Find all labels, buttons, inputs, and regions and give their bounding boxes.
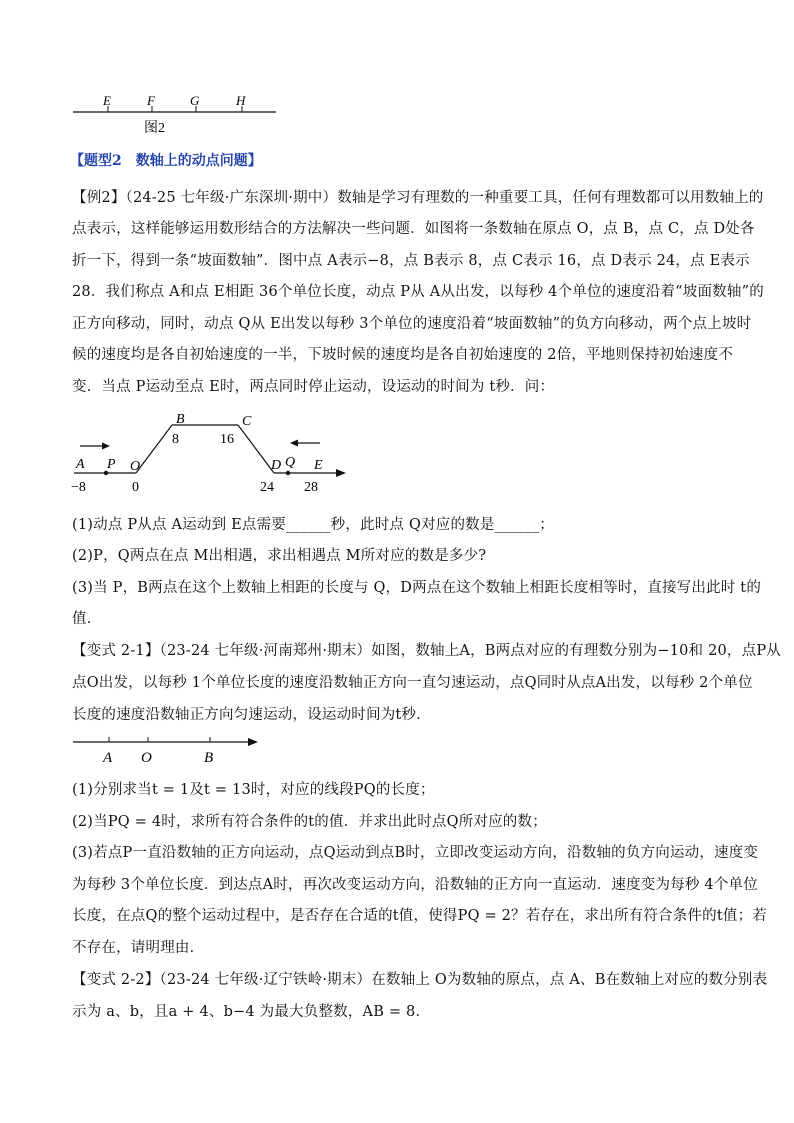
- question-3: (3)当 P，B两点在这个上数轴上相距的长度与 Q，D两点在这个数轴上相距长度相等时，直接写出此时 t的: [72, 580, 762, 596]
- label-b: B: [204, 750, 214, 766]
- slope-number-line-figure: [66, 408, 356, 498]
- label-d: D: [271, 458, 282, 473]
- point-label-h: H: [236, 93, 246, 108]
- label-c: C: [242, 414, 252, 429]
- variant-2-1-line: 【变式 2-1】（23-24 七年级·河南郑州·期末）如图，数轴上A，B两点对应的有理数分别为−10和 20，点P从: [72, 643, 781, 659]
- value-minus-8: −8: [71, 480, 86, 495]
- question-2: (2)P，Q两点在点 M出相遇，求出相遇点 M所对应的数是多少?: [72, 548, 487, 564]
- section-title: 【题型2 数轴上的动点问题】: [70, 153, 262, 169]
- label-o: O: [141, 750, 152, 766]
- label-a: A: [103, 750, 113, 766]
- variant-question-2: (2)当PQ = 4时，求所有符合条件的t的值．并求出此时点Q所对应的数；: [72, 814, 547, 830]
- label-a: A: [76, 457, 85, 472]
- variant-2-1-number-line-svg: [70, 734, 270, 768]
- example-2-line: 28．我们称点 A和点 E相距 36个单位长度，动点 P从 A从出发，以每秒 4个单位的速度沿着“坡面数轴”的: [72, 284, 764, 300]
- point-q-dot: [286, 471, 290, 475]
- figure-2-number-line: [70, 92, 280, 142]
- point-label-f: F: [147, 93, 155, 108]
- left-arrow-icon: [290, 440, 298, 447]
- figure-2: [70, 92, 280, 142]
- label-p: P: [107, 457, 116, 472]
- value-28: 28: [304, 480, 318, 495]
- question-3-cont: 值．: [72, 611, 102, 627]
- variant-question-3: (3)若点P一直沿数轴的正方向运动，点Q运动到点B时，立即改变运动方向，沿数轴的负方向运动，速度变: [72, 845, 759, 861]
- example-2-line: 正方向移动，同时，动点 Q从 E出发以每秒 3个单位的速度沿着“坡面数轴”的负方向移动，两个点上坡时: [72, 316, 752, 332]
- point-label-g: G: [190, 93, 200, 108]
- example-2-line: 【例2】（24-25 七年级·广东深圳·期中）数轴是学习有理数的一种重要工具，任何有理数都可以用数轴上的: [72, 190, 764, 206]
- value-24: 24: [260, 480, 274, 495]
- label-e: E: [314, 458, 323, 473]
- example-2-line: 点表示，这样能够运用数形结合的方法解决一些问题．如图将一条数轴在原点 O，点 B，点 C，点 D处各: [72, 221, 755, 237]
- point-label-e: E: [103, 93, 111, 108]
- example-2-line: 折一下，得到一条“坡面数轴”．图中点 A表示−8，点 B表示 8，点 C表示 16，点 D表示 24，点 E表示: [72, 253, 750, 269]
- right-arrow-icon: [102, 443, 110, 450]
- figure-2-caption: 图2: [144, 121, 165, 136]
- variant-2-1-number-line: [70, 734, 270, 768]
- label-q: Q: [285, 455, 296, 470]
- slope-number-line-svg: [66, 408, 356, 498]
- value-0: 0: [132, 480, 139, 495]
- label-b: B: [176, 412, 185, 427]
- variant-2-2-line: 【变式 2-2】（23-24 七年级·辽宁铁岭·期末）在数轴上 O为数轴的原点，点 A、B在数轴上对应的数分别表: [72, 972, 768, 988]
- variant-2-1-line: 长度的速度沿数轴正方向匀速运动，设运动时间为t秒．: [72, 707, 431, 723]
- variant-question-3-cont: 长度，在点Q的整个运动过程中，是否存在合适的t值，使得PQ = 2？若存在，求出所有符合条件的t值；若: [72, 908, 767, 924]
- value-8: 8: [172, 432, 179, 447]
- example-2-line: 变．当点 P运动至点 E时，两点同时停止运动，设运动的时间为 t秒．问：: [72, 379, 555, 395]
- variant-question-3-cont: 为每秒 3个单位长度．到达点A时，再次改变运动方向，沿数轴的正方向一直运动．速度变为每秒 4个单位: [72, 877, 758, 893]
- variant-question-1: (1)分别求当t = 1及t = 13时，对应的线段PQ的长度；: [72, 782, 435, 798]
- variant-2-1-line: 点O出发，以每秒 1个单位长度的速度沿数轴正方向一直匀速运动，点Q同时从点A出发，以每秒 2个单位: [72, 675, 753, 691]
- example-2-line: 候的速度均是各自初始速度的一半，下坡时候的速度均是各自初始速度的 2倍，平地则保持初始速度不: [72, 347, 734, 363]
- variant-question-3-cont: 不存在，请明理由．: [72, 940, 205, 956]
- variant-2-2-line: 示为 a、b，且a + 4、b−4 为最大负整数，AB = 8．: [72, 1004, 431, 1020]
- label-o: O: [130, 459, 141, 474]
- question-1: (1)动点 P从点 A运动到 E点需要______秒，此时点 Q对应的数是______；: [72, 517, 554, 533]
- value-16: 16: [220, 432, 234, 447]
